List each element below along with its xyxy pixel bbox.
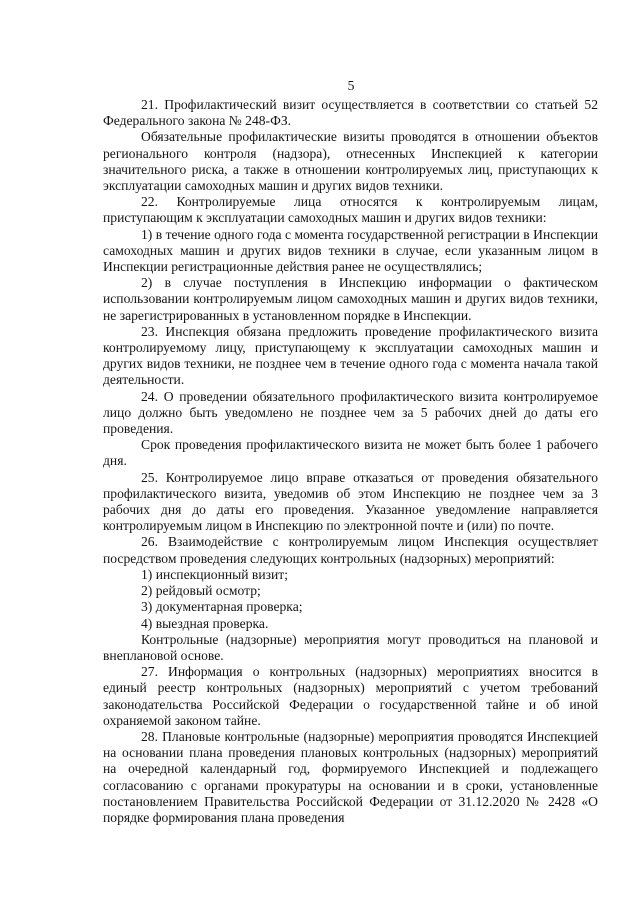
paragraph-28: 28. Плановые контрольные (надзорные) мероприятия проводятся Инспекцией на основании плана проведения плановых контрольных (надзорных) мероприятий на очередной календарный год, формируемого Инспекцией и подлежащего согласованию с органами прокуратуры на основании и в сроки, установленные постановлением Правительства Российской Федерации от 31.12.2020 № 2428 «О порядке формирования плана проведения <box>103 728 598 825</box>
page-number: 5 <box>347 78 355 93</box>
paragraph-22-item-1: 1) в течение одного года с момента государственной регистрации в Инспекции самоходных машин и других видов техники в случае, если указанным лицом в Инспекции регистрационные действия ранее не осуществлялись; <box>103 226 598 275</box>
paragraph-27: 27. Информация о контрольных (надзорных) мероприятиях вносится в единый реестр контрольных (надзорных) мероприятий с учетом требований законодательства Российской Федерации о государственной тайне и об иной охраняемой законом тайне. <box>103 664 598 728</box>
list-item-onsite-check: 4) выездная проверка. <box>141 615 269 631</box>
list-item-raid-inspection: 2) рейдовый осмотр; <box>141 583 261 599</box>
list-item-inspection-visit: 1) инспекционный визит; <box>141 566 288 582</box>
paragraph-visit-duration: Срок проведения профилактического визита не может быть более 1 рабочего дня. <box>103 437 598 469</box>
paragraph-21: 21. Профилактический визит осуществляется в соответствии со статьей 52 Федерального закона № 248-ФЗ. <box>103 97 598 129</box>
paragraph-25: 25. Контролируемое лицо вправе отказаться от проведения обязательного профилактического визита, уведомив об этом Инспекцию не позднее чем за 3 рабочих дня до даты его проведения. Указанное уведомление направляется контролируемым лицом в Инспекцию по электронной почте и (или) по почте. <box>103 469 598 534</box>
paragraph-planned-unplanned: Контрольные (надзорные) мероприятия могут проводиться на плановой и внеплановой основе. <box>103 631 598 663</box>
paragraph-22-item-2: 2) в случае поступления в Инспекцию информации о фактическом использовании контролируемым лицом самоходных машин и других видов техники, не зарегистрированных в установленном порядке в Инспекции. <box>103 275 598 323</box>
paragraph-mandatory-visits: Обязательные профилактические визиты проводятся в отношении объектов регионального контроля (надзора), отнесенных Инспекцией к категории значительного риска, а также в отношении контролируемых лиц, приступающих к эксплуатации самоходных машин и других видов техники. <box>103 129 598 194</box>
paragraph-26: 26. Взаимодействие с контролируемым лицом Инспекция осуществляет посредством проведения следующих контрольных (надзорных) мероприятий: <box>103 534 598 566</box>
document-body <box>103 97 598 826</box>
paragraph-24: 24. О проведении обязательного профилактического визита контролируемое лицо должно быть уведомлено не позднее чем за 5 рабочих дней до даты его проведения. <box>103 388 598 437</box>
paragraph-22: 22. Контролируемые лица относятся к контролируемым лицам, приступающим к эксплуатации самоходных машин и других видов техники: <box>103 194 598 226</box>
list-item-documentary-check: 3) документарная проверка; <box>141 599 303 615</box>
paragraph-23: 23. Инспекция обязана предложить проведение профилактического визита контролируемому лицу, приступающему к эксплуатации самоходных машин и других видов техники, не позднее чем в течение одного года с момента начала такой деятельности. <box>103 323 598 388</box>
